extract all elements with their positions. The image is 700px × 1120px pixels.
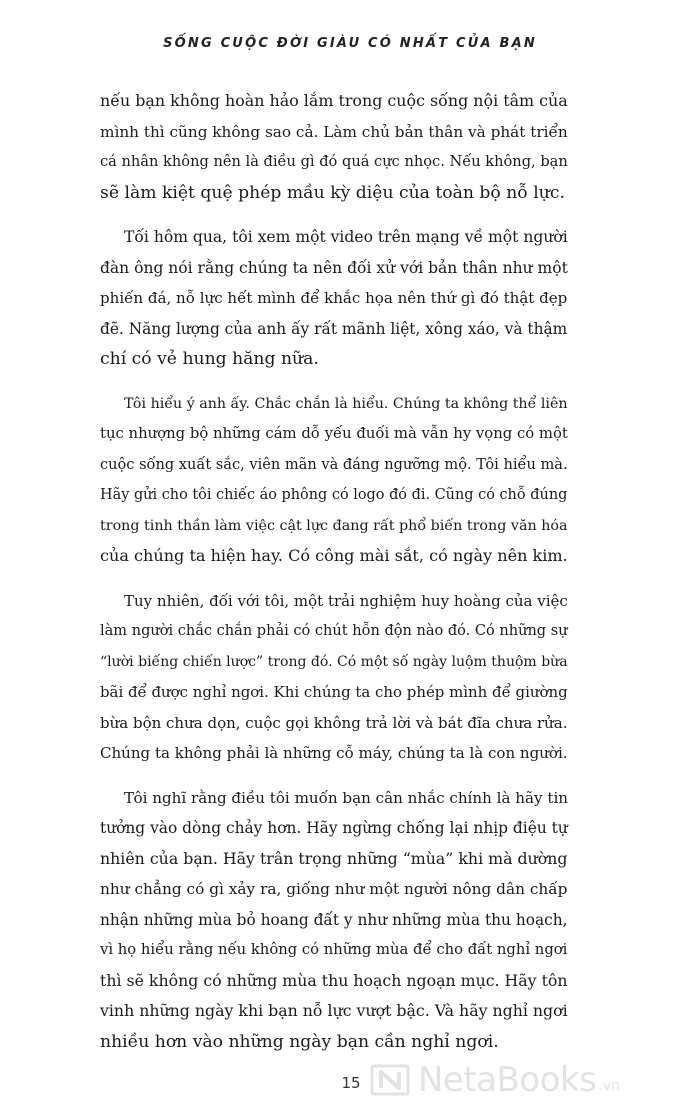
text-line: Tuy nhiên, đối với tôi, một trải nghiệm huy hoàng của việc: [124, 591, 568, 610]
text-line: Tối hôm qua, tôi xem một video trên mạng về một người: [124, 228, 568, 246]
text-line: tục nhượng bộ những cám dỗ yếu đuối mà vẫn hy vọng có một: [100, 425, 568, 442]
text-line: “lười biếng chiến lược” trong đó. Có một số ngày luộm thuộm bừa: [100, 653, 568, 670]
text-line: nếu bạn không hoàn hảo lắm trong cuộc sống nội tâm của: [100, 91, 568, 110]
text-line: chí có vẻ hung hăng nữa.: [100, 349, 319, 369]
body-text: [100, 86, 570, 1071]
text-line: phiến đá, nỗ lực hết mình để khắc họa nên thứ gì đó thật đẹp: [100, 289, 568, 307]
running-head: SỐNG CUỘC ĐỜI GIÀU CÓ NHẤT CỦA BẠN: [163, 36, 537, 51]
paragraph-3: [100, 389, 570, 572]
watermark-text: NetaBooks: [418, 1060, 597, 1100]
text-line: mình thì cũng không sao cả. Làm chủ bản thân và phát triển: [100, 122, 568, 141]
text-line: bừa bộn chưa dọn, cuộc gọi không trả lời và bát đĩa chưa rửa.: [100, 713, 568, 732]
text-line: tưởng vào dòng chảy hơn. Hãy ngừng chống lại nhịp điệu tự: [100, 819, 568, 837]
text-line: làm người chắc chắn phải có chút hỗn độn nào đó. Có những sự: [100, 623, 568, 639]
netabooks-logo-icon: [368, 1058, 412, 1102]
text-line: Tôi hiểu ý anh ấy. Chắc chắn là hiểu. Chúng ta không thể liên: [124, 395, 568, 412]
text-line: thì sẽ không có những mùa thu hoạch ngoạn mục. Hãy tôn: [100, 970, 568, 990]
text-line: Tôi nghĩ rằng điều tôi muốn bạn cân nhắc chính là hãy tin: [124, 788, 569, 807]
text-line: như chẳng có gì xảy ra, giống như một người nông dân chấp: [100, 880, 568, 898]
text-line: Chúng ta không phải là những cỗ máy, chúng ta là con người.: [100, 744, 568, 762]
text-line: đẽ. Năng lượng của anh ấy rất mãnh liệt, xông xáo, và thậm: [100, 319, 568, 338]
watermark: [368, 1058, 620, 1102]
paragraph-1: [100, 86, 570, 208]
paragraph-2: [100, 222, 570, 375]
text-line: trong tinh thần làm việc cật lực đang rất phổ biến trong văn hóa: [100, 517, 568, 534]
paragraph-4: [100, 586, 570, 769]
text-line: nhiên của bạn. Hãy trân trọng những “mùa” khi mà dường: [100, 848, 568, 868]
watermark-suffix: .vn: [598, 1078, 620, 1094]
text-line: bãi để được nghỉ ngơi. Khi chúng ta cho phép mình để giường: [100, 683, 568, 701]
text-line: vinh những ngày khi bạn nỗ lực vượt bậc. Và hãy nghỉ ngơi: [100, 1001, 568, 1020]
text-line: cuộc sống xuất sắc, viên mãn và đáng ngưỡng mộ. Tôi hiểu mà.: [100, 455, 568, 473]
text-line: nhiều hơn vào những ngày bạn cần nghỉ ngơi.: [100, 1031, 499, 1052]
text-line: nhận những mùa bỏ hoang đất y như những mùa thu hoạch,: [100, 910, 568, 929]
text-line: sẽ làm kiệt quệ phép mầu kỳ diệu của toàn bộ nỗ lực.: [100, 182, 565, 203]
text-line: của chúng ta hiện hay. Có công mài sắt, có ngày nên kim.: [100, 546, 568, 565]
paragraph-5: [100, 783, 570, 1058]
text-line: Hãy gửi cho tôi chiếc áo phông có logo đó đi. Cũng có chỗ đúng: [100, 487, 568, 503]
text-line: vì họ hiểu rằng nếu không có những mùa để cho đất nghỉ ngơi: [100, 941, 568, 958]
text-line: đàn ông nói rằng chúng ta nên đối xử với bản thân như một: [100, 258, 568, 277]
page-number: 15: [341, 1074, 361, 1092]
text-line: cá nhân không nên là điều gì đó quá cực nhọc. Nếu không, bạn: [100, 153, 568, 170]
